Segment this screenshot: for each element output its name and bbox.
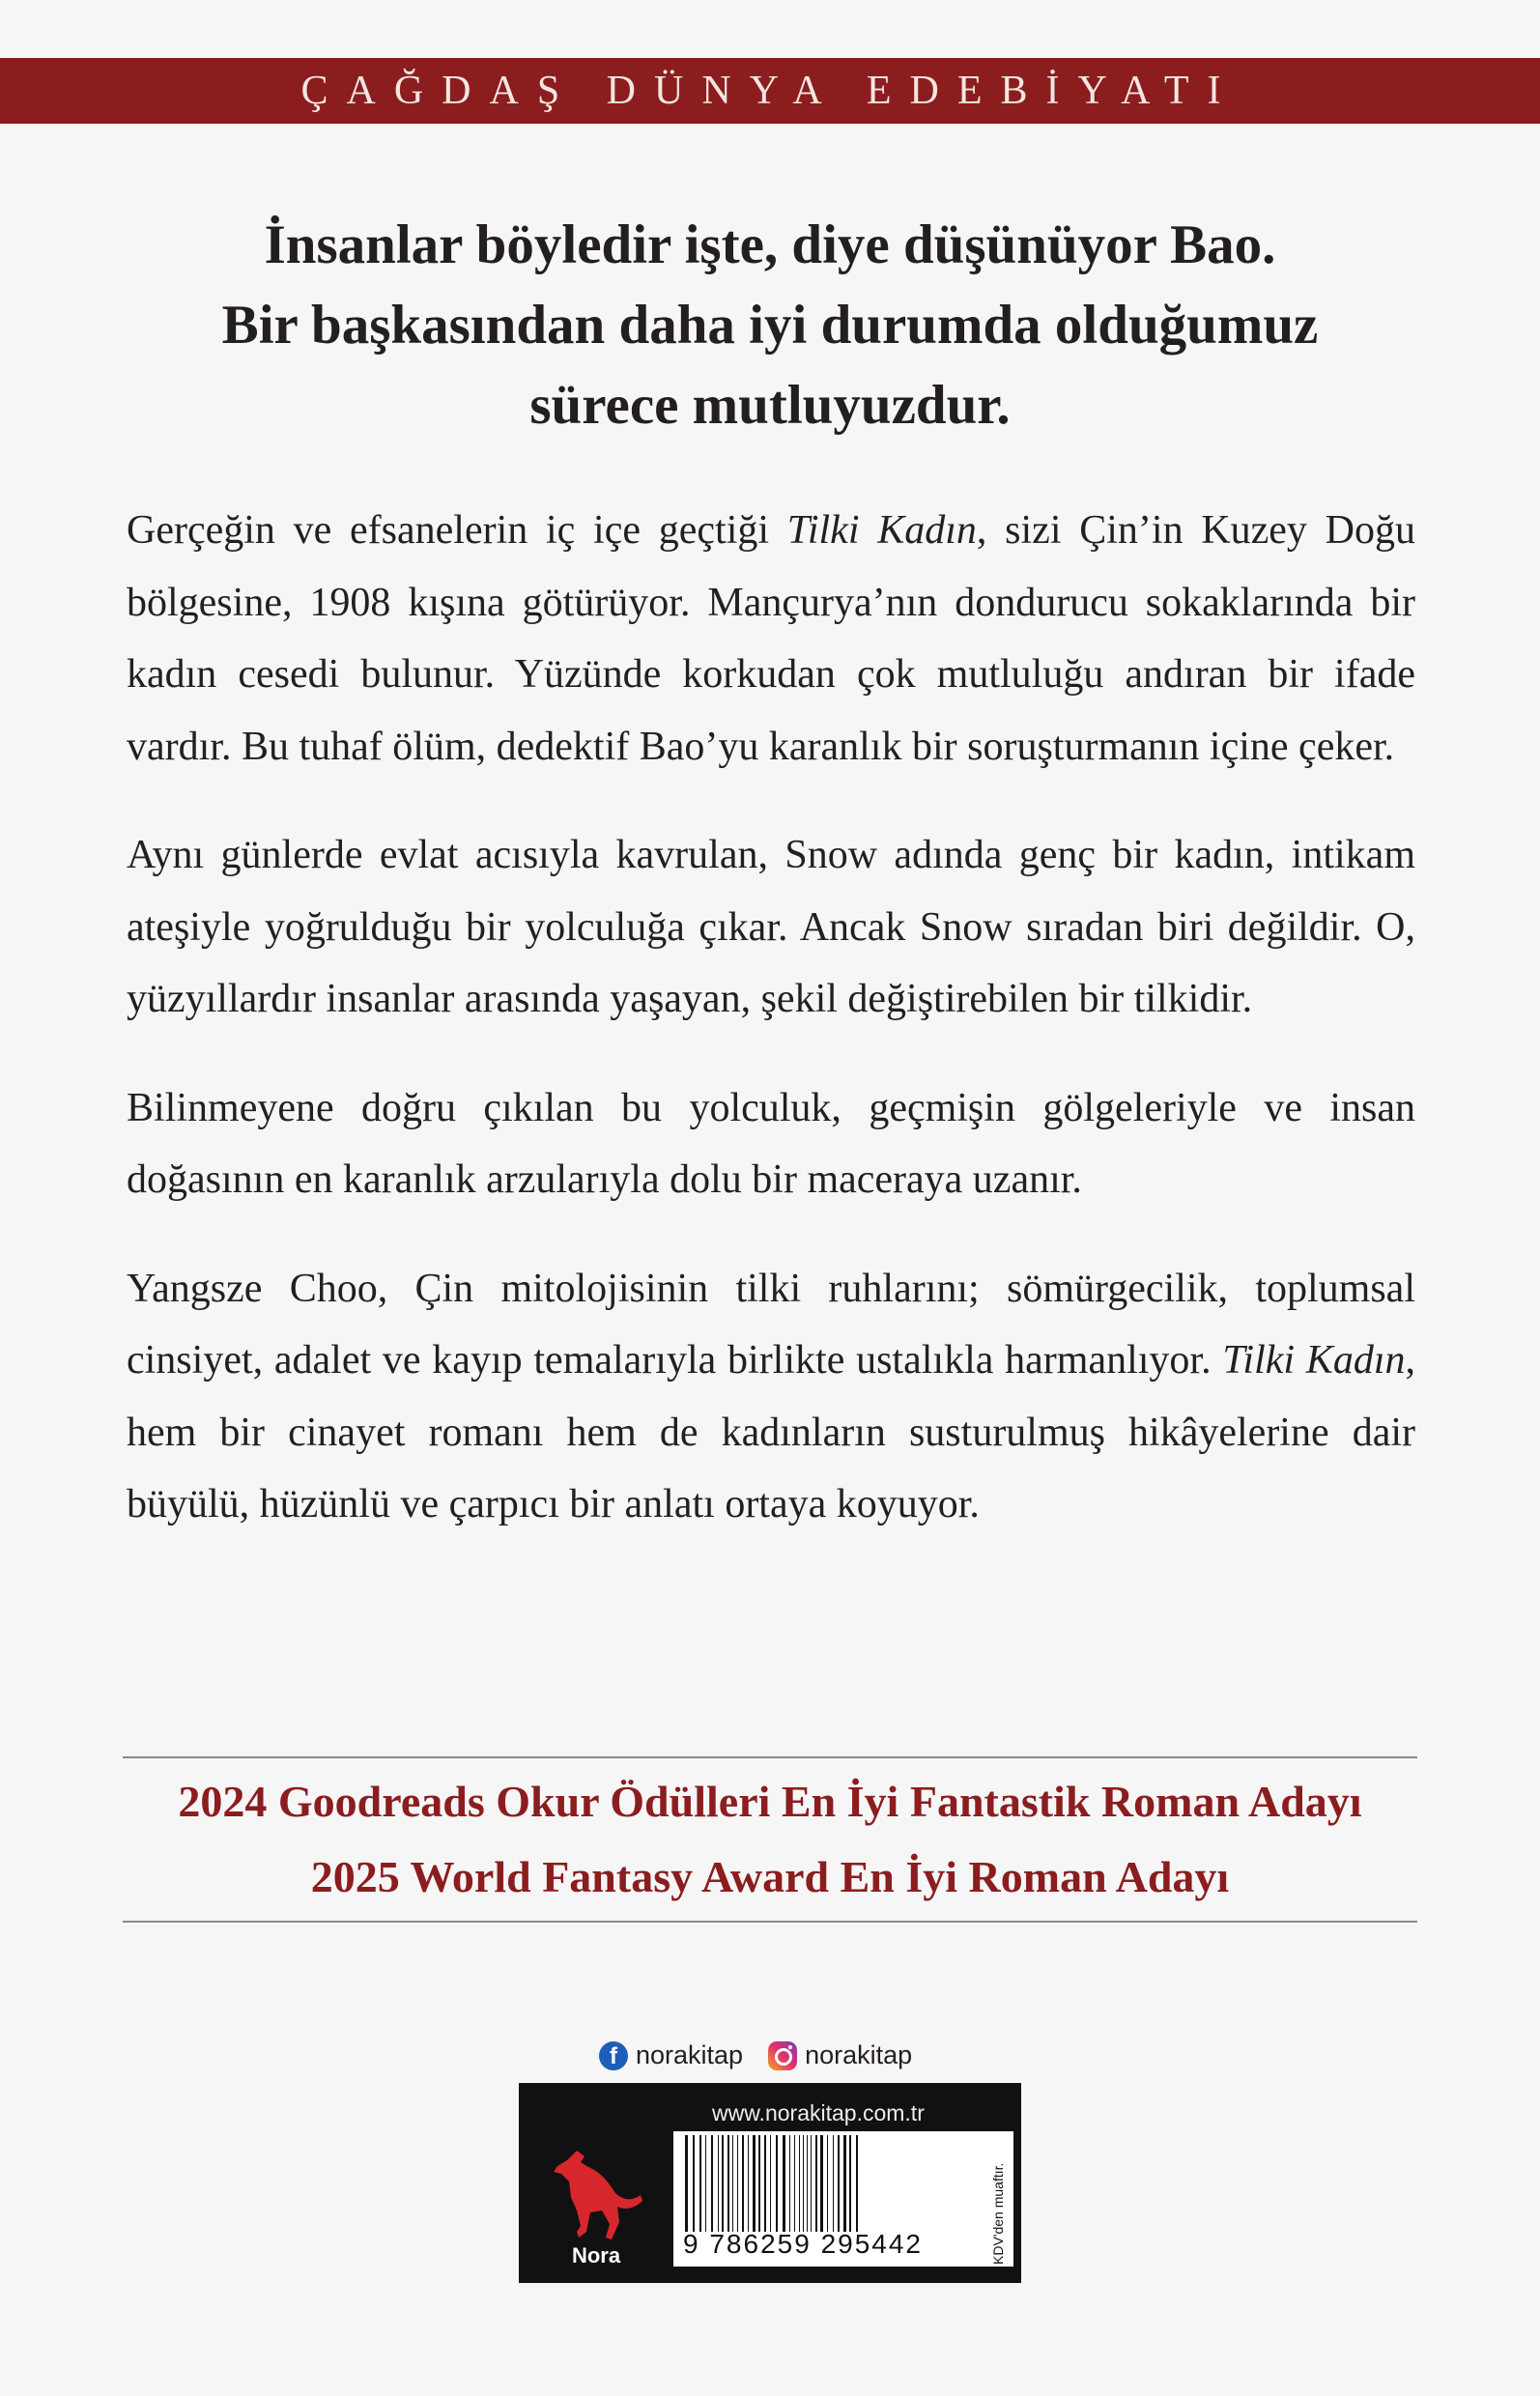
barcode-bar xyxy=(727,2135,729,2232)
barcode-bar xyxy=(807,2135,808,2232)
barcode-bar xyxy=(838,2135,840,2232)
barcode-bar xyxy=(753,2135,756,2232)
barcode-bar xyxy=(705,2135,706,2232)
barcode-bar xyxy=(742,2135,744,2232)
barcode-bar xyxy=(803,2135,804,2232)
barcode-bar xyxy=(811,2135,812,2232)
quote-line: sürece mutluyuzdur. xyxy=(529,375,1011,436)
series-banner xyxy=(0,58,1540,124)
barcode-bar xyxy=(722,2135,724,2232)
barcode-bar xyxy=(856,2135,858,2232)
blurb-paragraph-3: Bilinmeyene doğru çıkılan bu yolculuk, geçmişin gölgeleriyle ve insan doğasının en karanlık arzularıyla dolu bir maceraya uzanır. xyxy=(127,1085,1415,1202)
instagram-handle: norakitap xyxy=(805,2040,913,2069)
barcode-bar xyxy=(693,2135,695,2232)
blurb-paragraph-1 xyxy=(127,495,1415,783)
barcode-bar xyxy=(737,2135,738,2232)
book-title-italic: Tilki Kadın xyxy=(1222,1338,1406,1383)
barcode-bar xyxy=(843,2135,846,2232)
blurb-paragraph-4 xyxy=(127,1253,1415,1541)
barcode-bar xyxy=(820,2135,823,2232)
quote-line: Bir başkasından daha iyi durumda olduğumuz xyxy=(221,295,1319,356)
book-blurb xyxy=(127,495,1415,1578)
barcode-bar xyxy=(685,2135,688,2232)
blurb-paragraph-2: Aynı günlerde evlat acısıyla kavrulan, Snow adında genç bir kadın, intikam ateşiyle yoğrulduğu bir yolculuğa çıkar. Ancak Snow sıradan biri değildir. O, yüzyıllardır insanlar arasında yaşayan, şekil değiştirebilen bir tilkidir. xyxy=(127,833,1415,1021)
pull-quote xyxy=(126,205,1414,445)
isbn-digits: 9 786259 295442 xyxy=(683,2229,923,2259)
series-label: ÇAĞDAŞ DÜNYA EDEBİYATI xyxy=(300,69,1240,113)
barcode-bar xyxy=(789,2135,790,2232)
barcode-bar xyxy=(799,2135,800,2232)
barcode-bar xyxy=(827,2135,828,2232)
blurb-text: Gerçeğin ve efsanelerin iç içe geçtiği xyxy=(127,508,787,553)
barcode-bar xyxy=(699,2135,701,2232)
social-links xyxy=(599,2040,912,2070)
barcode-bar xyxy=(718,2135,719,2232)
facebook-icon: f xyxy=(599,2041,628,2070)
barcode-bar xyxy=(764,2135,766,2232)
award-line: 2025 World Fantasy Award En İyi Roman Adayı xyxy=(310,1852,1230,1901)
barcode-bar xyxy=(794,2135,795,2232)
facebook-handle: norakitap xyxy=(636,2040,744,2069)
barcode-bar xyxy=(770,2135,771,2232)
instagram-link[interactable] xyxy=(768,2040,912,2070)
publisher-logo-text: Nora xyxy=(571,2243,621,2268)
award-line: 2024 Goodreads Okur Ödülleri En İyi Fantastik Roman Adayı xyxy=(178,1777,1362,1826)
barcode-bar xyxy=(732,2135,733,2232)
barcode-bars xyxy=(681,2135,990,2232)
awards-box xyxy=(123,1756,1417,1923)
tax-exempt-note: KDV'den muaftır. xyxy=(990,2162,1006,2265)
nora-greyhound-logo-icon xyxy=(548,2143,644,2268)
barcode-bar xyxy=(748,2135,749,2232)
barcode-bar xyxy=(815,2135,817,2232)
book-title-italic: Tilki Kadın xyxy=(786,508,977,553)
barcode-bar xyxy=(833,2135,834,2232)
facebook-link[interactable] xyxy=(599,2040,743,2070)
blurb-text: , sizi Çin’in Kuzey Doğu bölgesine, 1908 kışına götürüyor. Mançurya’nın dondurucu sokaklarında bir kadın cesedi bulunur. Yüzünde korkudan çok mutluluğu andıran bir ifade vardır. Bu tuhaf ölüm, dedektif Bao’yu karanlık bir soruşturmanın içine çeker. xyxy=(127,508,1416,769)
barcode-bar xyxy=(711,2135,713,2232)
barcode-bar xyxy=(758,2135,760,2232)
blurb-text: , hem bir cinayet romanı hem de kadınların susturulmuş hikâyelerine dair büyülü, hüzünlü ve çarpıcı bir anlatı ortaya koyuyor. xyxy=(127,1338,1415,1526)
publisher-website[interactable]: www.norakitap.com.tr xyxy=(712,2100,925,2125)
barcode-bar xyxy=(776,2135,778,2232)
barcode-bar xyxy=(783,2135,785,2232)
barcode-panel xyxy=(519,2083,1021,2283)
instagram-icon xyxy=(768,2041,797,2070)
quote-line: İnsanlar böyledir işte, diye düşünüyor Bao. xyxy=(264,214,1276,275)
barcode-bar xyxy=(849,2135,851,2232)
blurb-text: Yangsze Choo, Çin mitolojisinin tilki ruhlarını; sömürgecilik, toplumsal cinsiyet, adalet ve kayıp temalarıyla birlikte ustalıkla harmanlıyor. xyxy=(127,1266,1415,1383)
